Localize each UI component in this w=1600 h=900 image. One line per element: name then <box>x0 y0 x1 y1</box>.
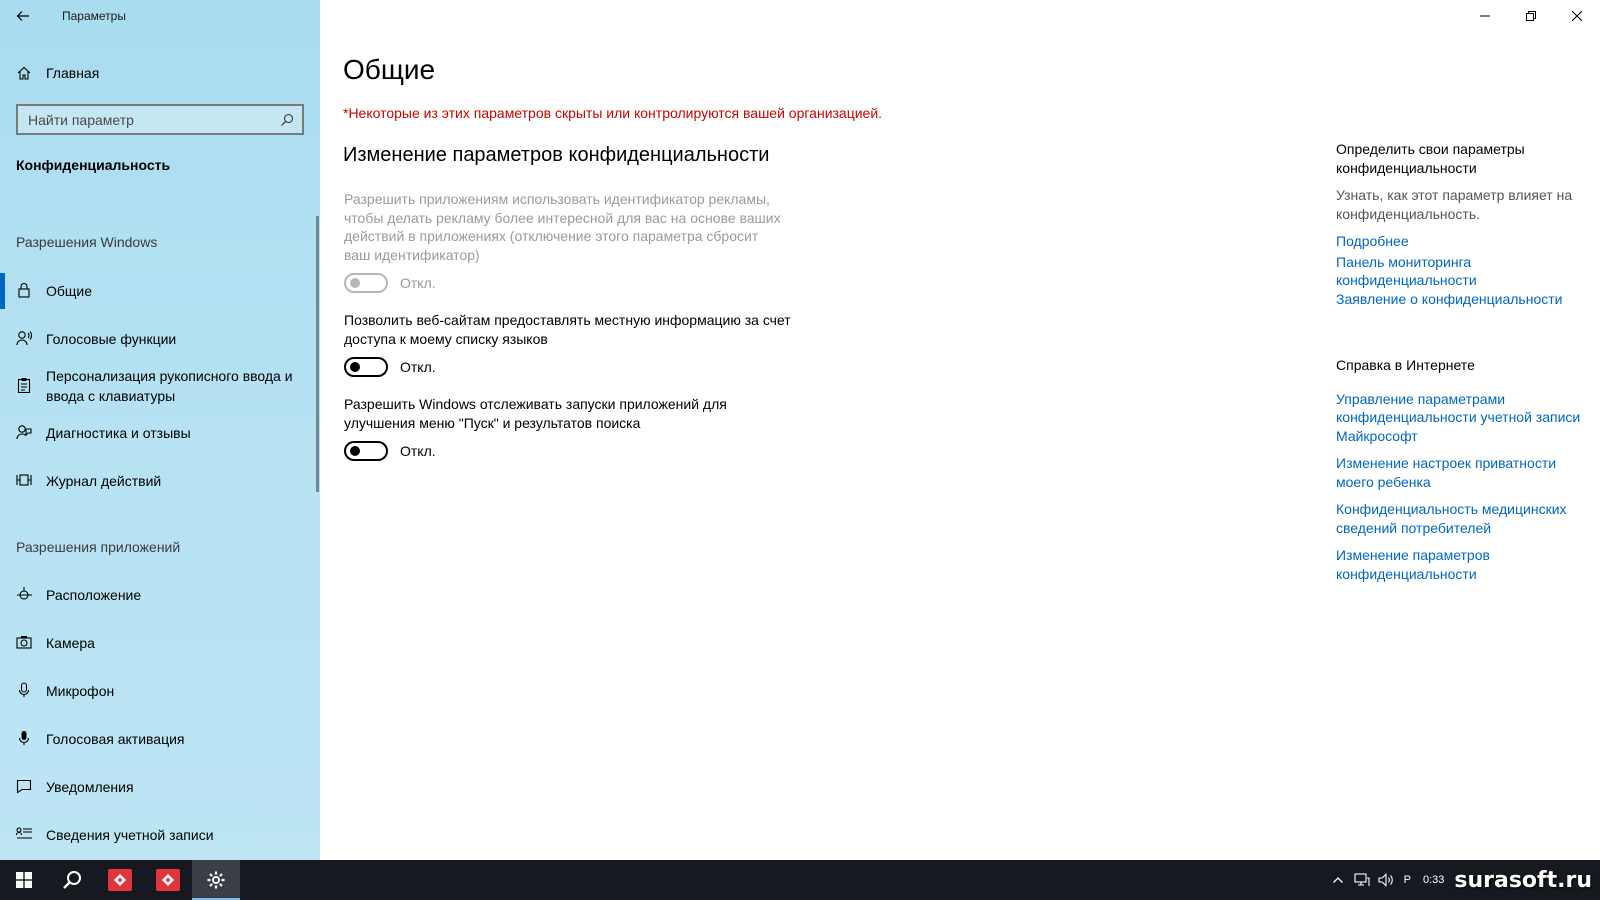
clipboard-icon <box>16 377 32 393</box>
sidebar-item-label: Журнал действий <box>46 473 162 489</box>
location-icon <box>16 586 32 602</box>
toggle-row <box>344 441 744 461</box>
setting-description: Разрешить Windows отслеживать запуски приложений для улучшения меню "Пуск" и результатов поиска <box>344 396 727 431</box>
window-controls <box>1462 0 1600 32</box>
network-icon <box>1354 873 1370 887</box>
minimize-button[interactable] <box>1462 0 1508 32</box>
anydesk-icon <box>156 869 180 891</box>
section-heading: Изменение параметров конфиденциальности <box>343 144 770 166</box>
sidebar-item-label: Микрофон <box>46 683 115 699</box>
main-content <box>320 0 1600 860</box>
setting-description: Разрешить приложениям использовать идентификатор рекламы, чтобы делать рекламу более интересной для вас на основе ваших действий в приложениях (отключение этого параметра сбросит ваш идентификатор) <box>344 191 781 263</box>
page-title: Общие <box>343 54 436 85</box>
toggle-state-label: Откл. <box>400 275 436 291</box>
help-links <box>1336 390 1586 584</box>
taskbar <box>0 860 1600 900</box>
voice-activation-icon <box>16 730 32 746</box>
taskbar-app-2[interactable] <box>144 860 192 900</box>
privacy-statement-link[interactable]: Заявление о конфиденциальности <box>1336 290 1563 307</box>
help-link[interactable]: Управление параметрами конфиденциальности учетной записи Майкрософт <box>1336 390 1581 444</box>
toggle-row <box>344 357 794 377</box>
sidebar-item-microphone[interactable] <box>0 681 310 701</box>
account-info-icon <box>16 826 32 842</box>
windows-permissions-heading: Разрешения Windows <box>16 234 158 250</box>
sidebar-item-label: Голосовые функции <box>46 331 177 347</box>
settings-gear-icon <box>206 870 226 890</box>
privacy-links <box>1336 232 1586 308</box>
network-button[interactable] <box>1350 860 1374 900</box>
sidebar-item-label: Диагностика и отзывы <box>46 425 191 441</box>
sidebar-item-speech[interactable] <box>0 329 310 349</box>
language-list-toggle[interactable] <box>344 357 388 377</box>
setting-language-list <box>344 311 794 377</box>
notification-icon <box>16 778 32 794</box>
microphone-icon <box>16 682 32 698</box>
search-button[interactable] <box>48 860 96 900</box>
taskbar-app-1[interactable] <box>96 860 144 900</box>
feedback-icon <box>16 424 32 440</box>
toggle-state-label: Откл. <box>400 359 436 375</box>
taskbar-settings-app[interactable] <box>192 860 240 900</box>
sidebar-item-label: Расположение <box>46 587 142 603</box>
app-permissions-heading: Разрешения приложений <box>16 539 181 555</box>
close-icon <box>1572 11 1582 21</box>
windows-logo-icon <box>16 872 32 888</box>
sidebar-item-label: Общие <box>46 283 93 299</box>
show-hidden-icons-button[interactable] <box>1326 860 1350 900</box>
setting-description: Позволить веб-сайтам предоставлять местную информацию за счет доступа к моему списку языков <box>344 312 791 347</box>
setting-advertising-id <box>344 190 784 293</box>
setting-app-launch-tracking <box>344 395 744 461</box>
volume-button[interactable] <box>1374 860 1398 900</box>
sidebar-item-notifications[interactable] <box>0 777 310 797</box>
app-title: Параметры <box>62 9 126 23</box>
input-language-indicator[interactable]: Р <box>1403 874 1411 886</box>
speech-icon <box>16 330 32 346</box>
anydesk-icon <box>108 869 132 891</box>
web-help-heading: Справка в Интернете <box>1336 357 1475 373</box>
help-link[interactable]: Изменение настроек приватности моего ребенка <box>1336 455 1557 490</box>
sidebar-item-activity-history[interactable] <box>0 471 310 491</box>
restore-button[interactable] <box>1508 0 1554 32</box>
sidebar-item-camera[interactable] <box>0 633 310 653</box>
learn-more-link[interactable]: Подробнее <box>1336 233 1409 249</box>
privacy-options-text: Узнать, как этот параметр влияет на конфиденциальность. <box>1336 187 1573 222</box>
sidebar-item-label: Сведения учетной записи <box>46 827 214 843</box>
clock[interactable] <box>1423 873 1444 887</box>
title-bar <box>0 0 320 32</box>
taskbar-search-icon <box>62 870 82 890</box>
app-launch-tracking-toggle[interactable] <box>344 441 388 461</box>
sidebar-item-general[interactable] <box>0 281 310 301</box>
minimize-icon <box>1480 11 1490 21</box>
close-button[interactable] <box>1554 0 1600 32</box>
sidebar-item-home[interactable] <box>0 56 320 90</box>
restore-icon <box>1526 11 1536 21</box>
organization-notice: *Некоторые из этих параметров скрыты или контролируются вашей организацией. <box>343 105 883 121</box>
toggle-row <box>344 273 784 293</box>
section-title: Конфиденциальность <box>16 157 171 173</box>
related-panel <box>1336 140 1586 583</box>
volume-icon <box>1378 873 1394 887</box>
sidebar-item-location[interactable] <box>0 585 310 605</box>
sidebar-item-label: Камера <box>46 635 95 651</box>
toggle-state-label: Откл. <box>400 443 436 459</box>
clock-time: 0:33 <box>1422 874 1445 886</box>
back-button[interactable] <box>0 0 46 32</box>
sidebar-item-voice-activation[interactable] <box>0 729 310 749</box>
help-link[interactable]: Изменение параметров конфиденциальности <box>1336 547 1490 582</box>
home-icon <box>16 65 32 81</box>
sidebar-item-label: Уведомления <box>46 779 134 795</box>
sidebar-item-account-info[interactable] <box>0 825 310 845</box>
start-button[interactable] <box>0 860 48 900</box>
chevron-up-icon <box>1332 874 1344 886</box>
watermark-text: surasoft.ru <box>1454 867 1592 893</box>
timeline-icon <box>16 472 32 488</box>
privacy-dashboard-link[interactable]: Панель мониторинга конфиденциальности <box>1336 253 1477 288</box>
sidebar-scrollbar[interactable] <box>316 216 319 492</box>
sidebar <box>0 0 320 860</box>
camera-icon <box>16 634 32 650</box>
sidebar-item-label: Главная <box>46 65 100 81</box>
sidebar-item-label: Голосовая активация <box>46 731 185 747</box>
advertising-id-toggle[interactable] <box>344 273 388 293</box>
system-tray <box>1326 860 1600 900</box>
sidebar-item-label: Персонализация рукописного ввода и ввода с клавиатуры <box>46 368 293 404</box>
search-input[interactable] <box>18 112 258 128</box>
lock-icon <box>16 282 32 298</box>
back-arrow-icon <box>16 9 30 23</box>
sidebar-item-diagnostics[interactable] <box>0 423 310 443</box>
search-box[interactable] <box>16 104 304 135</box>
search-icon[interactable] <box>272 106 302 134</box>
help-link[interactable]: Конфиденциальность медицинских сведений потребителей <box>1336 501 1567 536</box>
sidebar-item-inking-typing[interactable] <box>0 366 300 406</box>
privacy-options-heading: Определить свои параметры конфиденциальности <box>1336 141 1525 176</box>
